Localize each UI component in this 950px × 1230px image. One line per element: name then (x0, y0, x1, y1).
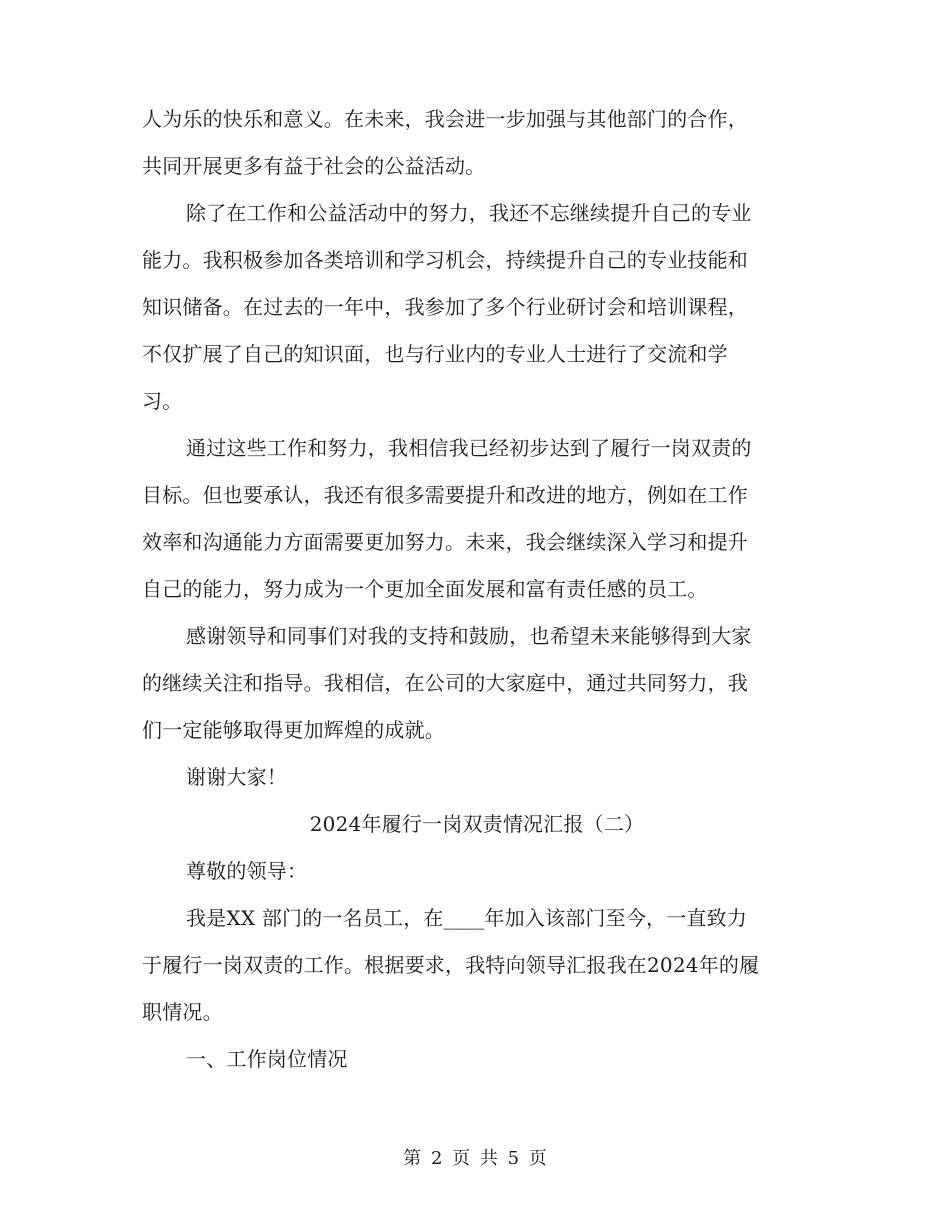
paragraph-line: 能力。我积极参加各类培训和学习机会，持续提升自己的专业技能和 (142, 248, 748, 272)
paragraph-line: 习。 (142, 389, 183, 413)
paragraph-line: 共同开展更多有益于社会的公益活动。 (142, 154, 486, 178)
paragraph-line: 感谢领导和同事们对我的支持和鼓励，也希望未来能够得到大家 (186, 624, 752, 648)
paragraph-line: 除了在工作和公益活动中的努力，我还不忘继续提升自己的专业 (186, 201, 752, 225)
paragraph-line: 的继续关注和指导。我相信，在公司的大家庭中，通过共同努力，我 (142, 671, 748, 695)
paragraph-line: 职情况。 (142, 1000, 223, 1024)
paragraph-line: 们一定能够取得更加辉煌的成就。 (142, 718, 445, 742)
paragraph-line: 自己的能力，努力成为一个更加全面发展和富有责任感的员工。 (142, 577, 708, 601)
paragraph-line: 人为乐的快乐和意义。在未来，我会进一步加强与其他部门的合作， (142, 107, 748, 131)
page-number-footer: 第 2 页 共 5 页 (403, 1148, 547, 1169)
paragraph-line: 不仅扩展了自己的知识面，也与行业内的专业人士进行了交流和学 (142, 342, 728, 366)
paragraph-line: 目标。但也要承认，我还有很多需要提升和改进的地方，例如在工作 (142, 483, 748, 507)
salutation: 尊敬的领导： (186, 859, 308, 883)
subsection-heading: 一、工作岗位情况 (186, 1047, 348, 1071)
paragraph-line: 通过这些工作和努力，我相信我已经初步达到了履行一岗双责的 (186, 436, 752, 460)
closing-line: 谢谢大家！ (186, 765, 287, 789)
paragraph-line: 于履行一岗双责的工作。根据要求，我特向领导汇报我在2024年的履 (142, 953, 760, 977)
paragraph-line: 我是XX 部门的一名员工，在____年加入该部门至今，一直致力 (186, 906, 748, 930)
document-body (142, 96, 812, 1083)
paragraph-line: 效率和沟通能力方面需要更加努力。未来，我会继续深入学习和提升 (142, 530, 748, 554)
section-title: 2024年履行一岗双责情况汇报（二） (309, 812, 645, 836)
paragraph-line: 知识储备。在过去的一年中，我参加了多个行业研讨会和培训课程， (142, 295, 748, 319)
